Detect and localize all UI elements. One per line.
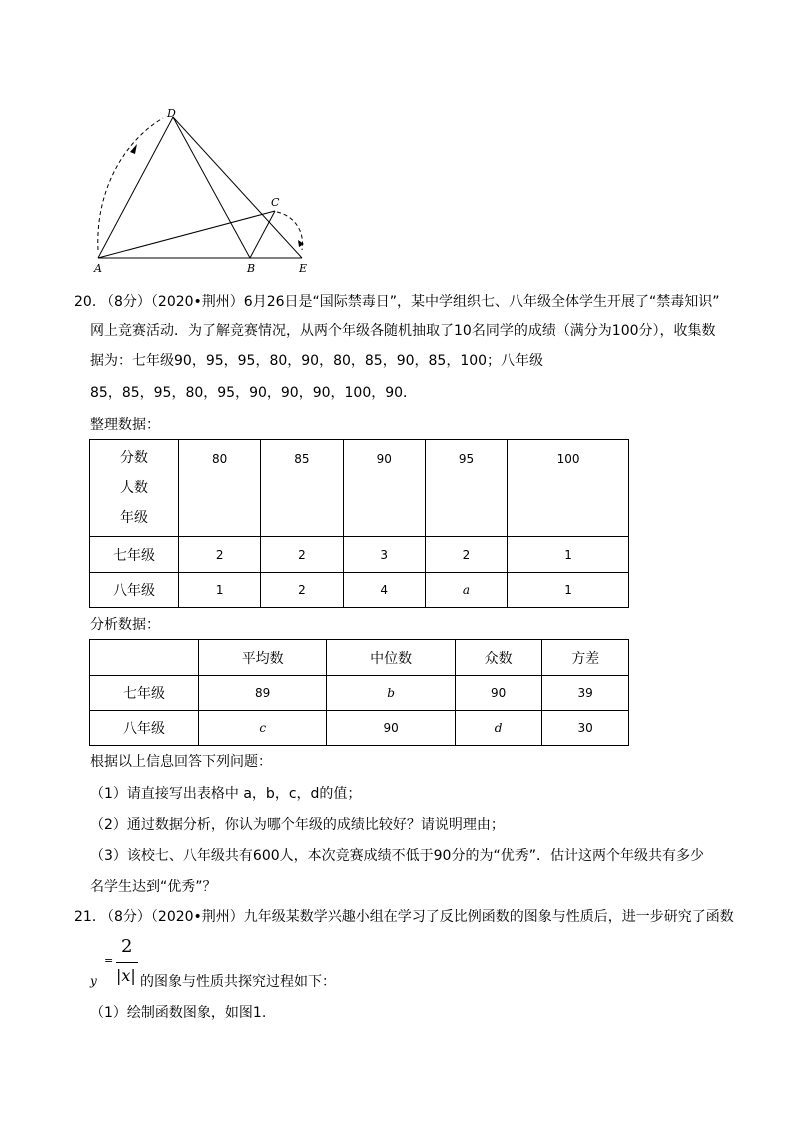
table-cell-variable-d: d <box>455 711 542 746</box>
segment-DE <box>173 117 302 258</box>
table-cell: 2 <box>261 573 343 608</box>
sub-question-3-line-2: 名学生达到“优秀”？ <box>90 879 217 895</box>
label-B: B <box>247 262 256 275</box>
segment-AD <box>98 117 173 258</box>
q20-line-4: 85，85，95，80，95，90，90，90，100，90． <box>90 385 418 401</box>
score-header: 90 <box>343 440 425 537</box>
answer-prompt: 根据以上信息回答下列问题： <box>90 754 272 770</box>
grade-label: 八年级 <box>90 573 179 608</box>
segment-CB <box>250 211 275 258</box>
q20-line-2: 网上竞赛活动．为了解竞赛情况，从两个年级各随机抽取了10名同学的成绩（满分为100分），收集数 <box>90 323 716 339</box>
q21-line-1: （8分）（2020•荆州）九年级某数学兴趣小组在学习了反比例函数的图象与性质后，进一步研究了函数 <box>100 909 734 925</box>
table-cell: 89 <box>199 676 327 711</box>
corner-label-grade: 年级 <box>120 510 148 526</box>
corner-label-score: 分数 <box>120 450 148 466</box>
score-frequency-table <box>89 439 629 608</box>
column-header-median: 中位数 <box>327 640 455 676</box>
table-row <box>90 573 629 608</box>
column-header-variance: 方差 <box>542 640 629 676</box>
rotation-arc-A-to-D <box>98 118 163 250</box>
segment-AC <box>98 211 275 258</box>
table-cell: 39 <box>542 676 629 711</box>
table-cell-variable-a: a <box>425 573 507 608</box>
function-formula <box>88 936 148 992</box>
label-E: E <box>299 262 308 275</box>
formula-y: y <box>90 974 97 988</box>
table-cell-variable-c: c <box>199 711 327 746</box>
score-header: 100 <box>508 440 629 537</box>
question-21-number: 21． <box>74 909 106 925</box>
table-cell-variable-b: b <box>327 676 455 711</box>
arrow-head-2 <box>298 240 304 247</box>
sub-question-3-line-1: （3）该校七、八年级共有600人，本次竞赛成绩不低于90分的为“优秀”．估计这两个年级共有多少 <box>90 848 704 864</box>
statistics-table <box>89 639 629 746</box>
table-cell: 1 <box>179 573 261 608</box>
score-header: 85 <box>261 440 343 537</box>
grade-label: 七年级 <box>90 676 199 711</box>
table-cell: 90 <box>455 676 542 711</box>
table-cell: 2 <box>179 537 261 573</box>
organize-data-label: 整理数据： <box>90 417 160 433</box>
grade-label: 八年级 <box>90 711 199 746</box>
formula-equals: = <box>104 954 114 967</box>
table-row <box>90 537 629 573</box>
q20-line-3: 据为：七年级90，95，95，80，90，80，85，90，85，100；八年级 <box>90 353 544 369</box>
score-header: 95 <box>425 440 507 537</box>
corner-label-count: 人数 <box>120 480 148 496</box>
table-cell: 30 <box>542 711 629 746</box>
table2-corner <box>90 640 199 676</box>
table-cell: 3 <box>343 537 425 573</box>
sub-question-1: （1）请直接写出表格中 a，b，c，d的值； <box>90 786 362 802</box>
label-A: A <box>94 262 102 275</box>
formula-denominator: |x| <box>116 966 136 985</box>
question-20-number: 20． <box>74 294 106 310</box>
analyze-data-label: 分析数据： <box>90 617 160 633</box>
label-D: D <box>167 107 176 120</box>
q21-sub-question-1: （1）绘制函数图象，如图1. <box>90 1005 267 1021</box>
table-cell: 90 <box>327 711 455 746</box>
column-header-mean: 平均数 <box>199 640 327 676</box>
q21-line-2: 的图象与性质共探究过程如下： <box>140 974 336 990</box>
table-row <box>90 676 629 711</box>
table-cell: 2 <box>425 537 507 573</box>
formula-numerator: 2 <box>121 936 133 957</box>
table-cell: 4 <box>343 573 425 608</box>
q20-line-1: （8分）（2020•荆州）6月26日是“国际禁毒日”，某中学组织七、八年级全体学生开展了“禁毒知识” <box>100 294 720 310</box>
segment-DB <box>173 117 250 258</box>
table-cell: 1 <box>508 537 629 573</box>
score-header: 80 <box>179 440 261 537</box>
table-cell: 1 <box>508 573 629 608</box>
table-row <box>90 711 629 746</box>
table1-corner-header <box>90 440 179 537</box>
geometry-figure <box>85 100 325 280</box>
arrow-head-1 <box>130 144 137 154</box>
grade-label: 七年级 <box>90 537 179 573</box>
label-C: C <box>271 196 280 209</box>
fraction-bar <box>116 962 138 963</box>
column-header-mode: 众数 <box>455 640 542 676</box>
table-cell: 2 <box>261 537 343 573</box>
sub-question-2: （2）通过数据分析，你认为哪个年级的成绩比较好？请说明理由； <box>90 817 505 833</box>
